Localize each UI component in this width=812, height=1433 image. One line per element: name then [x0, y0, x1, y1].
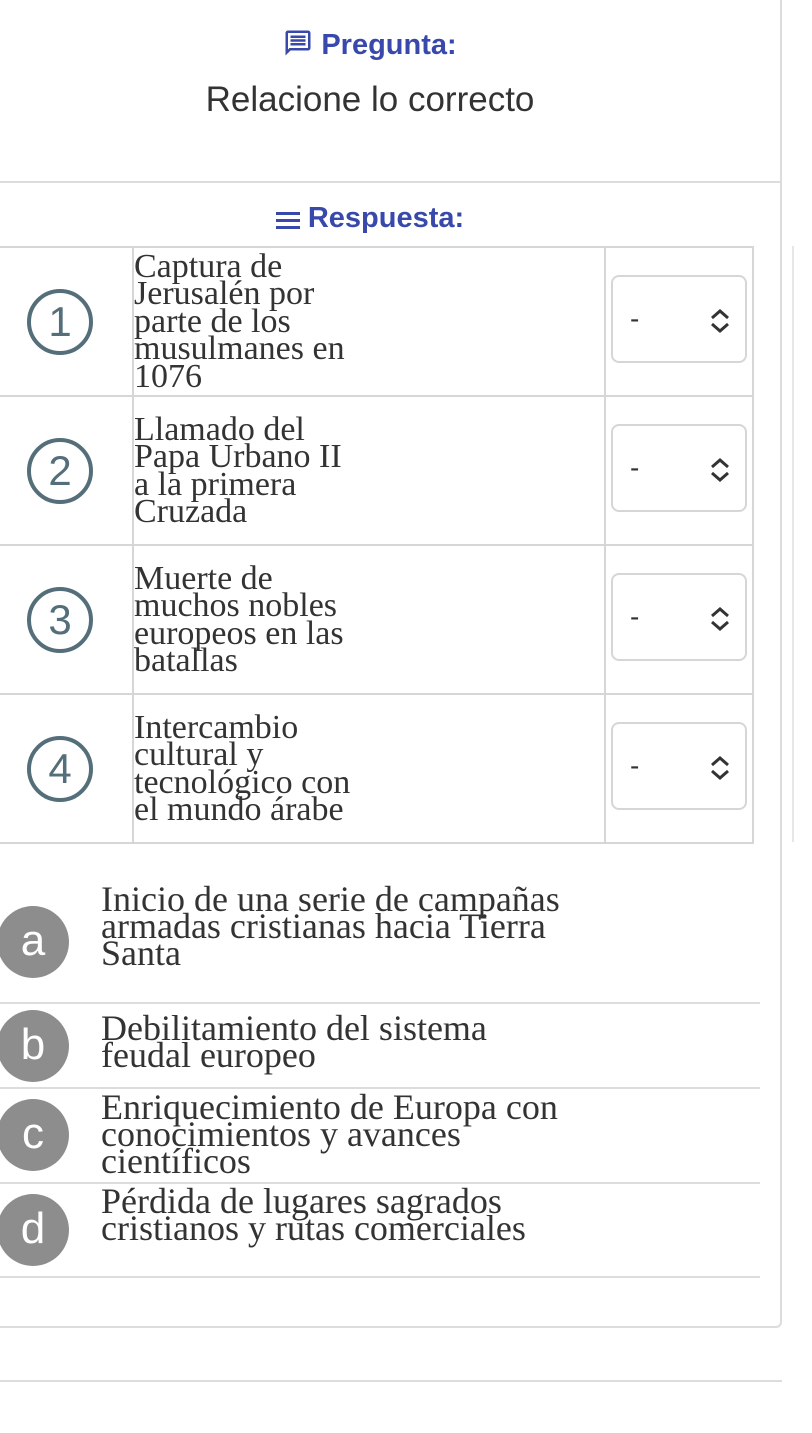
option-letter: a	[0, 906, 69, 978]
question-header	[0, 28, 750, 62]
answer-header	[0, 202, 750, 235]
row-number: 1	[27, 289, 93, 355]
answer-label: Respuesta:	[307, 202, 465, 234]
chevron-updown-icon	[709, 606, 731, 632]
question-label: Pregunta:	[321, 29, 457, 61]
row-number: 2	[27, 438, 93, 504]
answer-select[interactable]	[611, 573, 747, 661]
list-icon	[276, 209, 300, 231]
scrollbar[interactable]	[792, 246, 794, 842]
chevron-updown-icon	[709, 308, 731, 334]
table-row	[0, 396, 753, 545]
row-number: 3	[27, 587, 93, 653]
row-text: Llamado del Papa Urbano II a la primera Cruzada	[134, 410, 342, 530]
table-row	[0, 545, 753, 694]
list-item	[0, 1181, 760, 1278]
select-value: -	[630, 601, 640, 632]
divider	[0, 181, 782, 183]
chevron-updown-icon	[709, 457, 731, 483]
options-list	[0, 872, 760, 1278]
option-text: Debilitamiento del sistema feudal europeo	[101, 1008, 487, 1075]
table-row	[0, 694, 753, 843]
row-text: Muerte de muchos nobles europeos en las batallas	[134, 559, 344, 679]
list-item	[0, 1004, 760, 1089]
option-text: Pérdida de lugares sagrados cristianos y rutas comerciales	[101, 1181, 526, 1248]
select-value: -	[630, 750, 640, 781]
matching-table	[0, 246, 754, 844]
row-text: Intercambio cultural y tecnológico con el mundo árabe	[134, 708, 351, 828]
option-text: Enriquecimiento de Europa con conocimientos y avances científicos	[101, 1087, 558, 1181]
comment-icon	[283, 28, 313, 58]
select-value: -	[630, 303, 640, 334]
table-row	[0, 247, 753, 396]
row-number: 4	[27, 736, 93, 802]
select-value: -	[630, 452, 640, 483]
option-letter: b	[0, 1010, 69, 1082]
answer-select[interactable]	[611, 722, 747, 810]
list-item	[0, 872, 760, 1004]
question-text: Relacione lo correcto	[205, 80, 535, 119]
divider	[0, 1380, 782, 1382]
chevron-updown-icon	[709, 755, 731, 781]
answer-select[interactable]	[611, 424, 747, 512]
option-letter: c	[0, 1099, 69, 1171]
option-letter: d	[0, 1194, 69, 1266]
option-text: Inicio de una serie de campañas armadas cristianas hacia Tierra Santa	[101, 879, 560, 973]
list-item	[0, 1089, 760, 1184]
row-text: Captura de Jerusalén por parte de los musulmanes en 1076	[134, 247, 345, 395]
answer-select[interactable]	[611, 275, 747, 363]
